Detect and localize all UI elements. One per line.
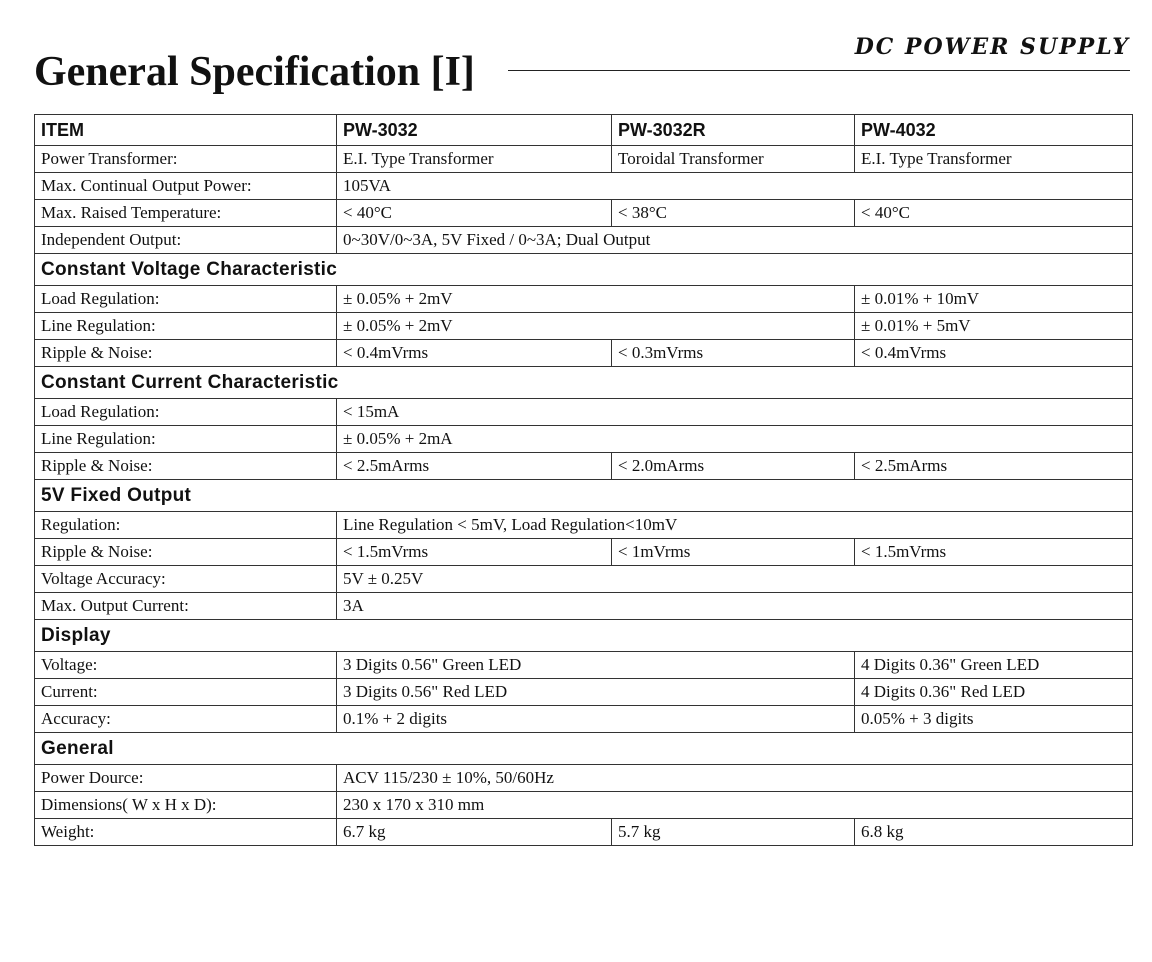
table-row (35, 146, 1133, 173)
spec-value-cell: 3A (337, 593, 1133, 620)
section-title: General (35, 733, 1133, 765)
spec-value-cell: 0~30V/0~3A, 5V Fixed / 0~3A; Dual Output (337, 227, 1133, 254)
table-row (35, 765, 1133, 792)
spec-value-cell: Toroidal Transformer (612, 146, 855, 173)
item-label-cell: Max. Raised Temperature: (35, 200, 337, 227)
section-header-row (35, 367, 1133, 399)
section-header-row (35, 254, 1133, 286)
spec-value-cell: 3 Digits 0.56" Green LED (337, 652, 855, 679)
spec-value-cell: < 40°C (337, 200, 612, 227)
item-label-cell: Regulation: (35, 512, 337, 539)
section-title: Constant Voltage Characteristic (35, 254, 1133, 286)
table-row (35, 593, 1133, 620)
table-row (35, 679, 1133, 706)
item-label-cell: Line Regulation: (35, 313, 337, 340)
column-header: PW-3032R (612, 115, 855, 146)
spec-value-cell: < 1.5mVrms (337, 539, 612, 566)
column-header: PW-3032 (337, 115, 612, 146)
spec-value-cell: ± 0.01% + 5mV (855, 313, 1133, 340)
item-label-cell: Max. Continual Output Power: (35, 173, 337, 200)
spec-value-cell: < 15mA (337, 399, 1133, 426)
table-header-row (35, 115, 1133, 146)
table-row (35, 200, 1133, 227)
table-row (35, 566, 1133, 593)
section-title: Constant Current Characteristic (35, 367, 1133, 399)
spec-value-cell: 6.8 kg (855, 819, 1133, 846)
item-label-cell: Power Transformer: (35, 146, 337, 173)
table-row (35, 286, 1133, 313)
table-row (35, 539, 1133, 566)
table-row (35, 792, 1133, 819)
brand-label: DC POWER SUPPLY (854, 34, 1130, 60)
spec-value-cell: < 1.5mVrms (855, 539, 1133, 566)
spec-value-cell: ± 0.05% + 2mV (337, 286, 855, 313)
spec-value-cell: < 0.4mVrms (855, 340, 1133, 367)
spec-value-cell: < 0.4mVrms (337, 340, 612, 367)
section-header-row (35, 620, 1133, 652)
spec-value-cell: ± 0.05% + 2mV (337, 313, 855, 340)
section-header-row (35, 480, 1133, 512)
spec-value-cell: Line Regulation < 5mV, Load Regulation<10mV (337, 512, 1133, 539)
spec-value-cell: 4 Digits 0.36" Green LED (855, 652, 1133, 679)
table-row (35, 706, 1133, 733)
section-title: Display (35, 620, 1133, 652)
table-row (35, 512, 1133, 539)
spec-value-cell: < 2.0mArms (612, 453, 855, 480)
spec-value-cell: E.I. Type Transformer (337, 146, 612, 173)
spec-value-cell: ± 0.05% + 2mA (337, 426, 1133, 453)
spec-value-cell: 6.7 kg (337, 819, 612, 846)
item-label-cell: Voltage Accuracy: (35, 566, 337, 593)
spec-value-cell: 4 Digits 0.36" Red LED (855, 679, 1133, 706)
item-label-cell: Dimensions( W x H x D): (35, 792, 337, 819)
table-row (35, 227, 1133, 254)
item-label-cell: Ripple & Noise: (35, 340, 337, 367)
spec-value-cell: < 38°C (612, 200, 855, 227)
table-row (35, 819, 1133, 846)
spec-value-cell: < 0.3mVrms (612, 340, 855, 367)
spec-table (34, 114, 1133, 846)
section-title: 5V Fixed Output (35, 480, 1133, 512)
spec-value-cell: < 40°C (855, 200, 1133, 227)
spec-value-cell: 0.1% + 2 digits (337, 706, 855, 733)
item-label-cell: Current: (35, 679, 337, 706)
spec-value-cell: 230 x 170 x 310 mm (337, 792, 1133, 819)
item-label-cell: Load Regulation: (35, 286, 337, 313)
spec-value-cell: E.I. Type Transformer (855, 146, 1133, 173)
spec-value-cell: 3 Digits 0.56" Red LED (337, 679, 855, 706)
title-divider (508, 70, 1130, 71)
item-label-cell: Ripple & Noise: (35, 453, 337, 480)
table-row (35, 173, 1133, 200)
table-row (35, 453, 1133, 480)
spec-value-cell: 5V ± 0.25V (337, 566, 1133, 593)
spec-value-cell: < 1mVrms (612, 539, 855, 566)
item-label-cell: Weight: (35, 819, 337, 846)
item-label-cell: Independent Output: (35, 227, 337, 254)
table-row (35, 426, 1133, 453)
column-header: PW-4032 (855, 115, 1133, 146)
spec-value-cell: < 2.5mArms (337, 453, 612, 480)
spec-value-cell: ± 0.01% + 10mV (855, 286, 1133, 313)
item-label-cell: Line Regulation: (35, 426, 337, 453)
item-label-cell: Load Regulation: (35, 399, 337, 426)
table-row (35, 399, 1133, 426)
item-label-cell: Power Dource: (35, 765, 337, 792)
spec-value-cell: 0.05% + 3 digits (855, 706, 1133, 733)
item-label-cell: Max. Output Current: (35, 593, 337, 620)
item-label-cell: Ripple & Noise: (35, 539, 337, 566)
spec-value-cell: 5.7 kg (612, 819, 855, 846)
item-label-cell: Voltage: (35, 652, 337, 679)
table-row (35, 652, 1133, 679)
item-label-cell: Accuracy: (35, 706, 337, 733)
spec-value-cell: 105VA (337, 173, 1133, 200)
page-title: General Specification [I] (34, 49, 475, 95)
table-row (35, 313, 1133, 340)
column-header: ITEM (35, 115, 337, 146)
section-header-row (35, 733, 1133, 765)
spec-value-cell: < 2.5mArms (855, 453, 1133, 480)
spec-value-cell: ACV 115/230 ± 10%, 50/60Hz (337, 765, 1133, 792)
table-row (35, 340, 1133, 367)
